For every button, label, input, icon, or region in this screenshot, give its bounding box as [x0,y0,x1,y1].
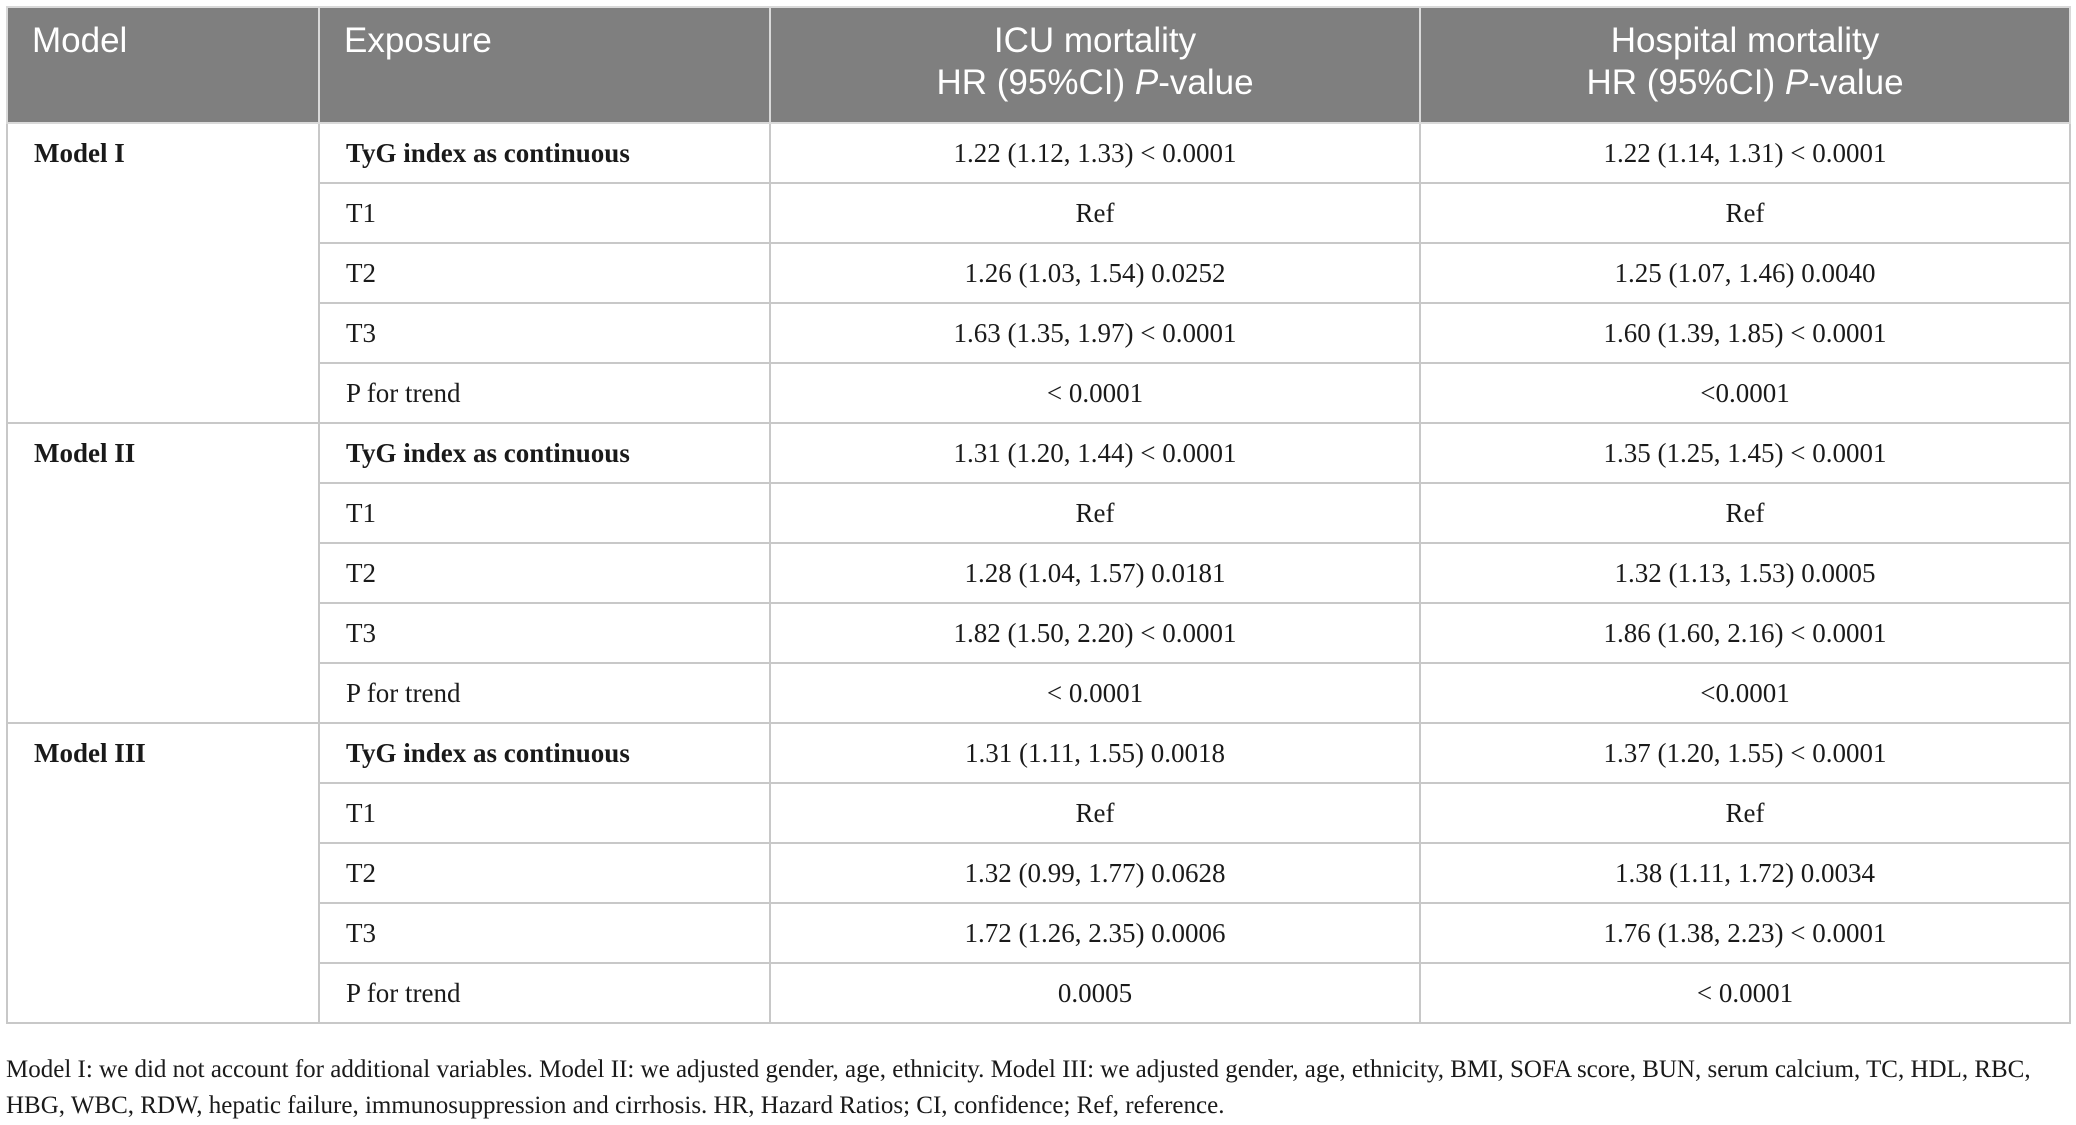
hospital-mortality-cell: Ref [1420,183,2070,243]
header-hospital-title: Hospital mortality [1610,21,1880,60]
icu-mortality-cell: < 0.0001 [770,363,1420,423]
hospital-mortality-cell: < 0.0001 [1420,963,2070,1023]
header-icu-title: ICU mortality [993,21,1197,60]
icu-mortality-cell: 1.82 (1.50, 2.20) < 0.0001 [770,603,1420,663]
exposure-cell: P for trend [319,963,770,1023]
exposure-cell: T2 [319,243,770,303]
exposure-cell: TyG index as continuous [319,123,770,183]
icu-mortality-cell: 1.31 (1.20, 1.44) < 0.0001 [770,423,1420,483]
exposure-cell: P for trend [319,363,770,423]
hospital-mortality-cell: 1.76 (1.38, 2.23) < 0.0001 [1420,903,2070,963]
icu-mortality-cell: < 0.0001 [770,663,1420,723]
header-row [7,7,2070,123]
hospital-mortality-cell: <0.0001 [1420,363,2070,423]
hospital-mortality-cell: 1.86 (1.60, 2.16) < 0.0001 [1420,603,2070,663]
icu-mortality-cell: 1.32 (0.99, 1.77) 0.0628 [770,843,1420,903]
icu-mortality-cell: 1.63 (1.35, 1.97) < 0.0001 [770,303,1420,363]
header-exposure: Exposure [319,7,770,123]
exposure-cell: T3 [319,303,770,363]
exposure-cell: TyG index as continuous [319,423,770,483]
table-row [7,723,2070,783]
exposure-cell: T1 [319,483,770,543]
header-icu-mortality [770,7,1420,123]
model-label: Model III [7,723,319,1023]
icu-mortality-cell: 1.31 (1.11, 1.55) 0.0018 [770,723,1420,783]
model-label: Model II [7,423,319,723]
header-hospital-mortality [1420,7,2070,123]
icu-mortality-cell: 0.0005 [770,963,1420,1023]
header-hospital-subtitle: HR (95%CI) P-value [1586,63,1904,102]
hospital-mortality-cell: 1.38 (1.11, 1.72) 0.0034 [1420,843,2070,903]
hospital-mortality-cell: Ref [1420,483,2070,543]
table-row [7,423,2070,483]
icu-mortality-cell: Ref [770,183,1420,243]
results-table-container [6,6,2069,1024]
hospital-mortality-cell: Ref [1420,783,2070,843]
exposure-cell: T1 [319,783,770,843]
hospital-mortality-cell: 1.32 (1.13, 1.53) 0.0005 [1420,543,2070,603]
hospital-mortality-cell: 1.35 (1.25, 1.45) < 0.0001 [1420,423,2070,483]
table-header [7,7,2070,123]
exposure-cell: P for trend [319,663,770,723]
icu-mortality-cell: 1.22 (1.12, 1.33) < 0.0001 [770,123,1420,183]
icu-mortality-cell: 1.28 (1.04, 1.57) 0.0181 [770,543,1420,603]
exposure-cell: T2 [319,543,770,603]
table-body [7,123,2070,1023]
header-icu-subtitle: HR (95%CI) P-value [936,63,1254,102]
icu-mortality-cell: Ref [770,783,1420,843]
icu-mortality-cell: 1.72 (1.26, 2.35) 0.0006 [770,903,1420,963]
hospital-mortality-cell: 1.60 (1.39, 1.85) < 0.0001 [1420,303,2070,363]
icu-mortality-cell: Ref [770,483,1420,543]
hospital-mortality-cell: 1.37 (1.20, 1.55) < 0.0001 [1420,723,2070,783]
exposure-cell: T3 [319,603,770,663]
icu-mortality-cell: 1.26 (1.03, 1.54) 0.0252 [770,243,1420,303]
table-footnote: Model I: we did not account for additional variables. Model II: we adjusted gender, age, ethnicity. Model III: we adjusted gender, age, ethnicity, BMI, SOFA score, BUN, serum calcium, TC, HDL, RBC, HBG, WBC, RDW, hepatic failure, immunosuppression and cirrhosis. HR, Hazard Ratios; CI, confidence; Ref, reference. [6,1056,2031,1119]
hospital-mortality-cell: 1.22 (1.14, 1.31) < 0.0001 [1420,123,2070,183]
header-model: Model [7,7,319,123]
hospital-mortality-cell: <0.0001 [1420,663,2070,723]
hazard-ratio-table [6,6,2071,1024]
exposure-cell: T2 [319,843,770,903]
exposure-cell: T1 [319,183,770,243]
hospital-mortality-cell: 1.25 (1.07, 1.46) 0.0040 [1420,243,2070,303]
table-row [7,123,2070,183]
model-label: Model I [7,123,319,423]
exposure-cell: T3 [319,903,770,963]
exposure-cell: TyG index as continuous [319,723,770,783]
